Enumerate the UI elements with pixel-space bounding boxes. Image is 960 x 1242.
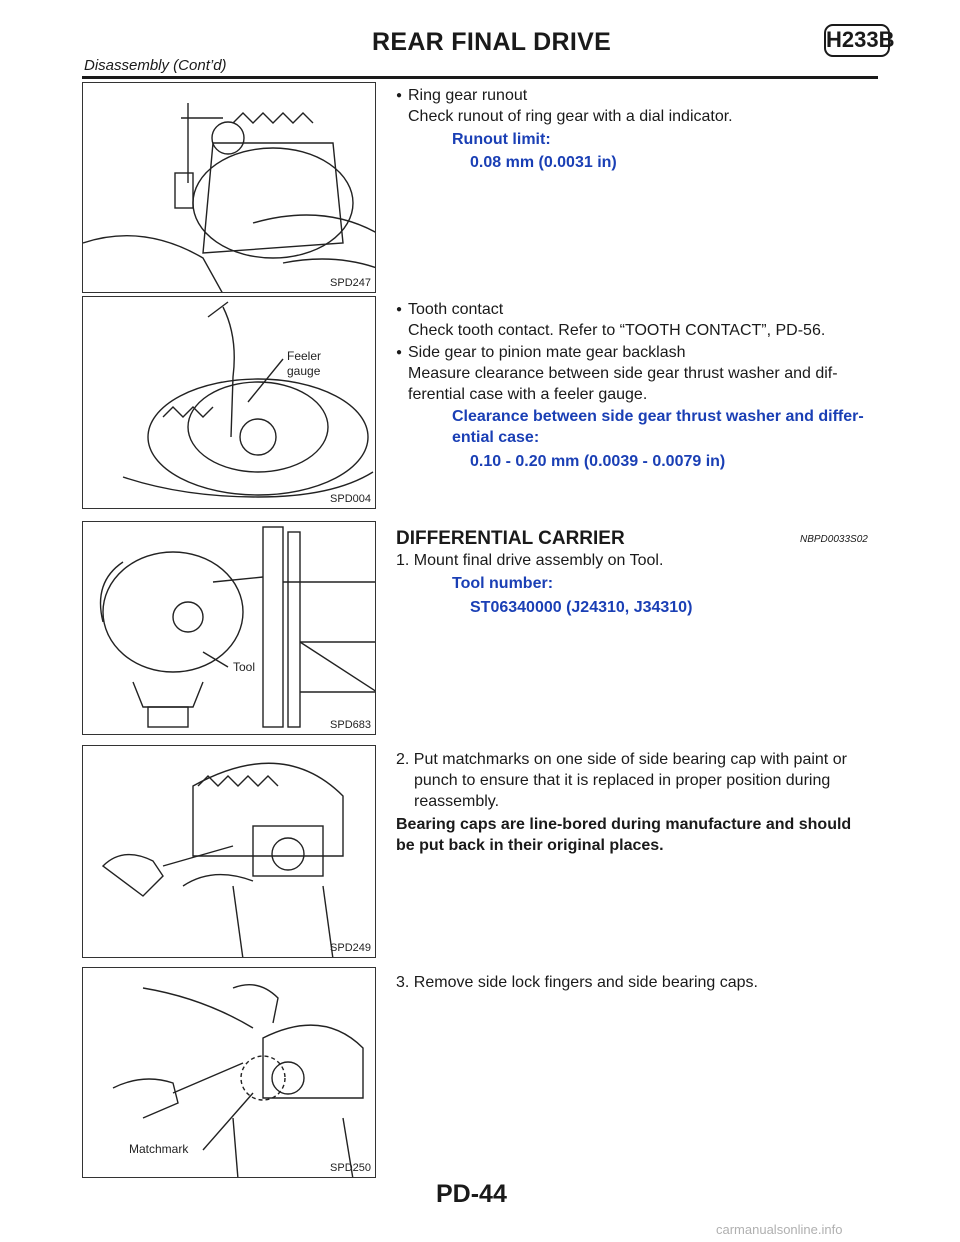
step-2-line1: 2. Put matchmarks on one side of side bearing cap with paint or	[396, 751, 847, 768]
model-badge: H233B	[824, 24, 890, 57]
callout-matchmark: Matchmark	[129, 1142, 189, 1156]
page-number: PD-44	[436, 1180, 507, 1208]
clearance-label-line1: Clearance between side gear thrust washer and differ-	[452, 408, 864, 425]
backlash-title: ● Side gear to pinion mate gear backlash	[408, 342, 686, 363]
bearing-cap-note-line2: be put back in their original places.	[396, 837, 664, 854]
figure-label: SPD683	[330, 719, 371, 731]
figure-ring-gear-runout	[82, 82, 376, 293]
backlash-text-line1: Measure clearance between side gear thrust washer and dif-	[408, 365, 838, 382]
page-title: REAR FINAL DRIVE	[372, 28, 612, 56]
header-divider	[82, 76, 878, 79]
backlash-text-line2: ferential case with a feeler gauge.	[408, 386, 648, 403]
figure-side-gear-backlash	[82, 296, 376, 509]
clearance-label-line2: ential case:	[452, 429, 540, 446]
tool-number-label: Tool number:	[452, 575, 554, 592]
tooth-contact-title: ● Tooth contact	[408, 299, 503, 320]
step-3: 3. Remove side lock fingers and side bearing caps.	[396, 974, 758, 991]
callout-feeler: Feeler	[287, 349, 322, 363]
step-2-line2: punch to ensure that it is replaced in proper position during	[414, 772, 831, 789]
figure-mount-on-tool	[82, 521, 376, 735]
page-subtitle: Disassembly (Cont’d)	[84, 57, 227, 74]
tool-number-value: ST06340000 (J24310, J34310)	[470, 599, 693, 616]
figure-label: SPD250	[330, 1162, 371, 1174]
callout-gauge: gauge	[287, 364, 321, 378]
feeler-gauge-illustration	[83, 297, 376, 509]
tooth-contact-text: Check tooth contact. Refer to “TOOTH CONTACT”, PD-56.	[408, 322, 826, 339]
figure-label: SPD247	[330, 277, 371, 289]
section-code: NBPD0033S02	[800, 534, 868, 545]
ring-gear-title: ● Ring gear runout	[408, 85, 527, 106]
clearance-value: 0.10 - 0.20 mm (0.0039 - 0.0079 in)	[470, 453, 726, 470]
ring-gear-text: Check runout of ring gear with a dial indicator.	[408, 108, 733, 125]
runout-limit-value: 0.08 mm (0.0031 in)	[470, 154, 617, 171]
figure-label: SPD004	[330, 493, 371, 505]
bearing-cap-note-line1: Bearing caps are line-bored during manufacture and should	[396, 816, 852, 833]
callout-tool: Tool	[233, 660, 256, 674]
remove-bearing-caps-illustration	[83, 968, 376, 1178]
step-2-line3: reassembly.	[414, 793, 500, 810]
runout-limit-label: Runout limit:	[452, 131, 551, 148]
final-drive-on-stand-illustration	[83, 522, 376, 735]
matchmark-punch-illustration	[83, 746, 376, 958]
figure-remove-bearing-caps	[82, 967, 376, 1178]
figure-matchmarks-punch	[82, 745, 376, 958]
step-1: 1. Mount final drive assembly on Tool.	[396, 552, 664, 569]
ring-gear-dial-indicator-illustration	[83, 83, 376, 293]
watermark: carmanualsonline.info	[716, 1222, 843, 1237]
section-heading: DIFFERENTIAL CARRIER	[396, 528, 625, 549]
figure-label: SPD249	[330, 942, 371, 954]
